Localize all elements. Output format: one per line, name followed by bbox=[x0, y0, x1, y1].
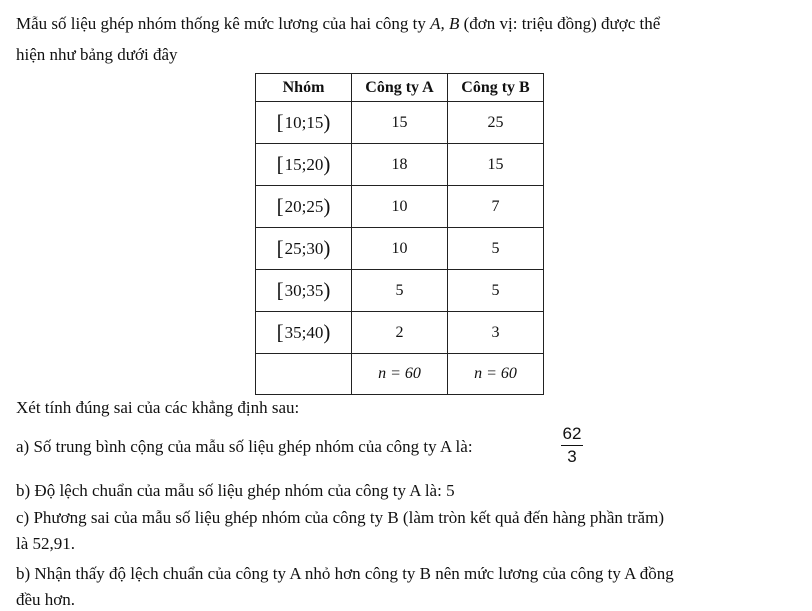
fraction-bar bbox=[561, 445, 583, 446]
header-company-b: Công ty B bbox=[448, 74, 544, 102]
header-group: Nhóm bbox=[256, 74, 352, 102]
prompt-text: Xét tính đúng sai của các khẳng định sau: bbox=[16, 398, 300, 417]
total-company-b: n = 60 bbox=[448, 354, 544, 395]
fraction-62-over-3 bbox=[561, 424, 583, 467]
header-company-a: Công ty A bbox=[352, 74, 448, 102]
intro-text-pre: Mẫu số liệu ghép nhóm thống kê mức lương của hai công ty bbox=[16, 14, 431, 33]
group-cell: [15;20) bbox=[256, 144, 352, 186]
group-cell: [25;30) bbox=[256, 228, 352, 270]
company-a-cell: 10 bbox=[352, 228, 448, 270]
statement-a: a) Số trung bình cộng của mẫu số liệu ghép nhóm của công ty A là: bbox=[16, 437, 473, 456]
company-a-cell: 15 bbox=[352, 102, 448, 144]
intro-line-2: hiện như bảng dưới đây bbox=[16, 45, 178, 64]
statement-c-line-2: là 52,91. bbox=[16, 534, 76, 553]
table-row bbox=[256, 102, 544, 144]
fraction-denominator: 3 bbox=[567, 447, 577, 466]
intro-companies: A, B bbox=[430, 14, 460, 33]
table-row bbox=[256, 144, 544, 186]
table-row bbox=[256, 186, 544, 228]
company-b-cell: 15 bbox=[448, 144, 544, 186]
salary-table bbox=[255, 73, 544, 395]
total-empty-cell bbox=[256, 354, 352, 395]
fraction-numerator: 62 bbox=[562, 424, 582, 443]
table-total-row bbox=[256, 354, 544, 395]
company-a-cell: 2 bbox=[352, 312, 448, 354]
company-a-cell: 5 bbox=[352, 270, 448, 312]
statement-d-line-2: đều hơn. bbox=[16, 590, 76, 609]
table-row bbox=[256, 312, 544, 354]
statement-b: b) Độ lệch chuẩn của mẫu số liệu ghép nhóm của công ty A là: 5 bbox=[16, 481, 455, 500]
intro-text-post: (đơn vị: triệu đồng) được thể bbox=[459, 14, 661, 33]
company-b-cell: 25 bbox=[448, 102, 544, 144]
group-cell: [10;15) bbox=[256, 102, 352, 144]
company-b-cell: 7 bbox=[448, 186, 544, 228]
company-a-cell: 18 bbox=[352, 144, 448, 186]
table-header-row bbox=[256, 74, 544, 102]
intro-line-1 bbox=[16, 13, 660, 35]
company-b-cell: 5 bbox=[448, 270, 544, 312]
company-a-cell: 10 bbox=[352, 186, 448, 228]
group-cell: [35;40) bbox=[256, 312, 352, 354]
company-b-cell: 3 bbox=[448, 312, 544, 354]
group-cell: [20;25) bbox=[256, 186, 352, 228]
statement-d-line-1: b) Nhận thấy độ lệch chuẩn của công ty A nhỏ hơn công ty B nên mức lương của công ty A đồng bbox=[16, 564, 674, 583]
table-row bbox=[256, 228, 544, 270]
statement-c-line-1: c) Phương sai của mẫu số liệu ghép nhóm của công ty B (làm tròn kết quả đến hàng phần trăm) bbox=[16, 508, 664, 527]
total-company-a: n = 60 bbox=[352, 354, 448, 395]
group-cell: [30;35) bbox=[256, 270, 352, 312]
table-row bbox=[256, 270, 544, 312]
company-b-cell: 5 bbox=[448, 228, 544, 270]
